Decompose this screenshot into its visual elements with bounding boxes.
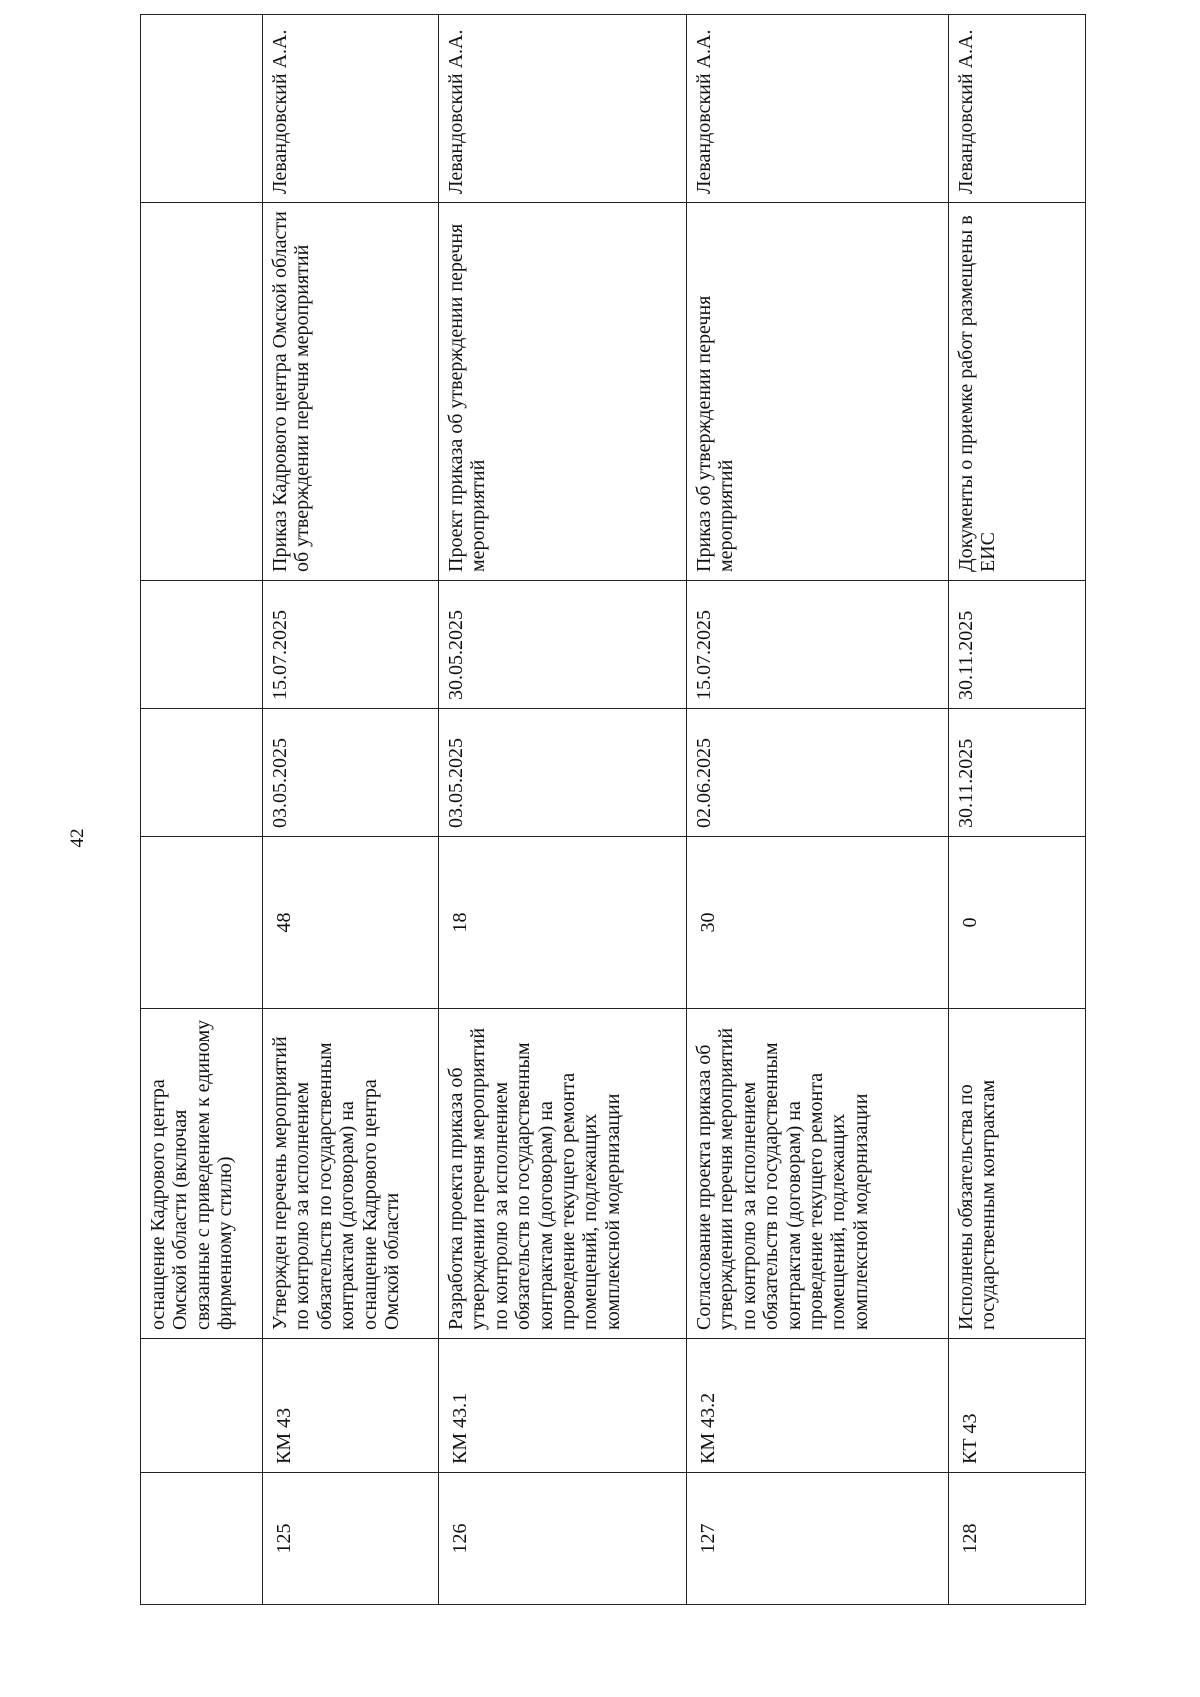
rotated-table-wrapper — [140, 15, 1085, 1605]
row-number: 125 — [263, 1473, 439, 1605]
row-code: КТ 43 — [949, 1339, 1086, 1473]
table-row — [687, 15, 949, 1605]
row-end-date: 30.05.2025 — [439, 581, 687, 709]
row-number — [141, 1473, 263, 1605]
row-document — [141, 203, 263, 581]
row-document: Приказ об утверждении перечня мероприятий — [687, 203, 949, 581]
plan-table — [140, 14, 1086, 1605]
row-hours: 48 — [263, 837, 439, 1009]
row-start-date — [141, 709, 263, 837]
row-name: Утвержден перечень мероприятий по контролю за исполнением обязательств по государственным контрактам (договорам) на оснащение Кадрового центра Омской области — [263, 1009, 439, 1339]
row-number: 126 — [439, 1473, 687, 1605]
row-document: Проект приказа об утверждении перечня мероприятий — [439, 203, 687, 581]
row-end-date — [141, 581, 263, 709]
page-number: 42 — [67, 828, 88, 848]
row-end-date: 30.11.2025 — [949, 581, 1086, 709]
row-code — [141, 1339, 263, 1473]
row-start-date: 30.11.2025 — [949, 709, 1086, 837]
row-responsible — [141, 15, 263, 203]
row-responsible: Левандовский А.А. — [439, 15, 687, 203]
row-name: Исполнены обязательства по государственным контрактам — [949, 1009, 1086, 1339]
row-end-date: 15.07.2025 — [687, 581, 949, 709]
row-responsible: Левандовский А.А. — [687, 15, 949, 203]
row-code: КМ 43 — [263, 1339, 439, 1473]
row-document: Документы о приемке работ размещены в ЕИС — [949, 203, 1086, 581]
row-responsible: Левандовский А.А. — [263, 15, 439, 203]
row-end-date: 15.07.2025 — [263, 581, 439, 709]
row-start-date: 03.05.2025 — [439, 709, 687, 837]
row-number: 128 — [949, 1473, 1086, 1605]
row-document: Приказ Кадрового центра Омской области об утверждении перечня мероприятий — [263, 203, 439, 581]
row-name: Разработка проекта приказа об утверждении перечня мероприятий по контролю за исполнением обязательств по государственным контрактам (договорам) на проведение текущего ремонта помещений, подлежащих комплексной модернизации — [439, 1009, 687, 1339]
row-responsible: Левандовский А.А. — [949, 15, 1086, 203]
row-start-date: 02.06.2025 — [687, 709, 949, 837]
table-row — [439, 15, 687, 1605]
row-number: 127 — [687, 1473, 949, 1605]
row-name: оснащение Кадрового центра Омской области (включая связанные с приведением к единому фирменному стилю) — [141, 1009, 263, 1339]
row-code: КМ 43.1 — [439, 1339, 687, 1473]
row-hours: 18 — [439, 837, 687, 1009]
row-hours — [141, 837, 263, 1009]
table-row — [949, 15, 1086, 1605]
table-row — [263, 15, 439, 1605]
row-code: КМ 43.2 — [687, 1339, 949, 1473]
row-name: Согласование проекта приказа об утверждении перечня мероприятий по контролю за исполнением обязательств по государственным контрактам (договорам) на проведение текущего ремонта помещений, подлежащих комплексной модернизации — [687, 1009, 949, 1339]
table-row — [141, 15, 263, 1605]
row-hours: 30 — [687, 837, 949, 1009]
row-hours: 0 — [949, 837, 1086, 1009]
row-start-date: 03.05.2025 — [263, 709, 439, 837]
